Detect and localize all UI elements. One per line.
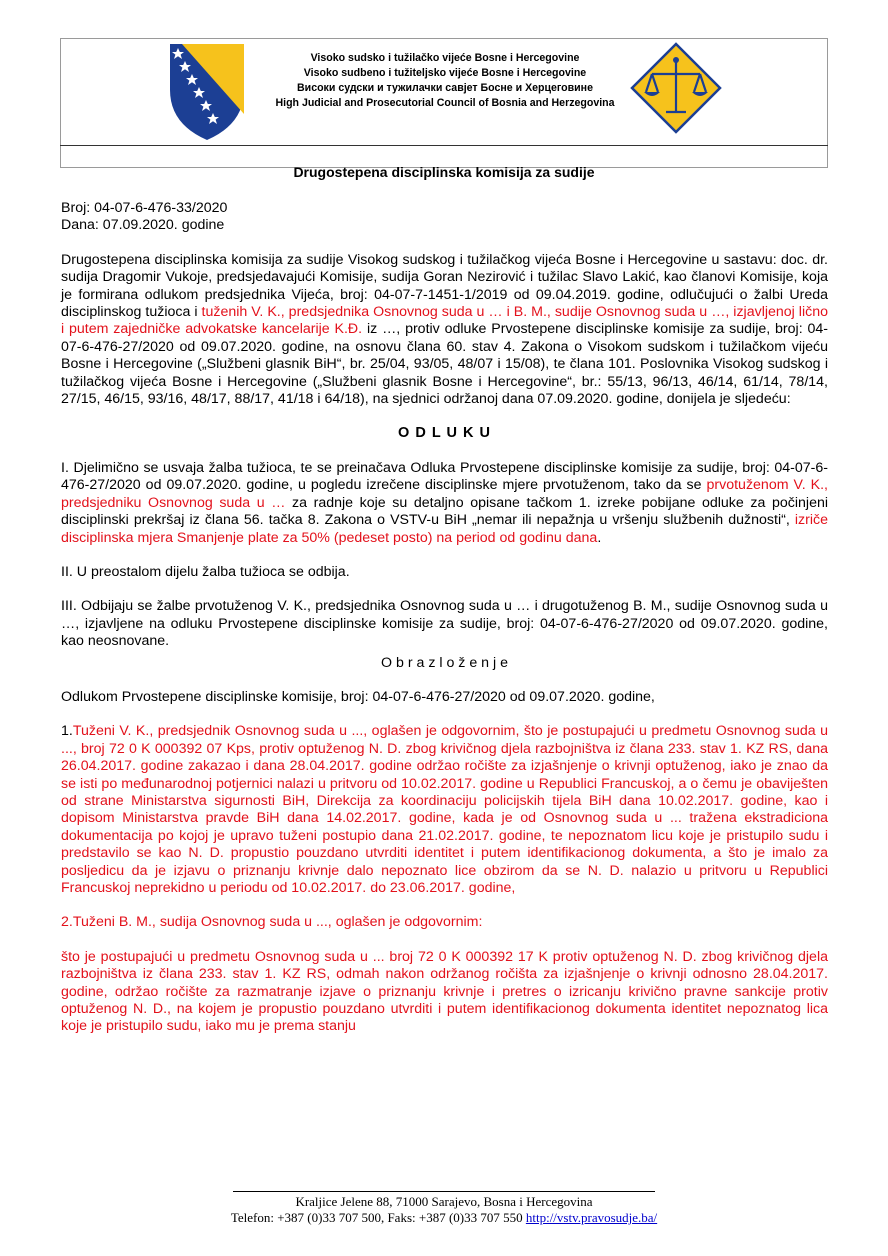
intro-text: iz …, protiv odluke Prvostepene disciplinske komisije za sudije, broj: 04-07-6-476-27/2020 od 09.07.2020. godine, na osnovu člana 60. stav 4. Zakona o Visokom sudskom i tužilačkom vijeću Bosne i Hercegovine („Službeni glasnik BiH“, br. 25/04, 93/05, 48/07 i 15/08), te člana 101. Poslovnika Visokog sudskog i tužilačkog vijeća Bosne i Hercegovine („Službeni glasnik Bosne i Hercegovine“, br.: 55/13, 96/13, 46/14, 61/14, 78/14, 27/15, 46/15, 93/16, 48/17, 88/17, 41/18 i 64/18), na sjednici održanoj dana 07.09.2020. godine, donijela je sljedeću: — [61, 321, 828, 408]
letterhead-line: Visoko sudsko i tužilačko vijeće Bosne i Hercegovine — [310, 52, 580, 64]
point1-red-text: izriče disciplinska mjera Smanjenje plate za 50% (pedeset posto) na period od godinu dana — [61, 512, 828, 546]
footer — [150, 1194, 738, 1226]
charge-1-text: Tuženi V. K., predsjednik Osnovnog suda u ..., oglašen je odgovornim, što je postupajući u predmetu Osnovnog suda u ..., broj 72 0 K 000392 07 Kps, protiv optuženog N. D. zbog krivičnog djela razbojništva iz člana 233. stav 1. KZ RS, dana 26.04.2017. godine zakazao i dana 28.04.2017. godine održao ročište za izjašnjenje o krivnji optuženog, iako je znao da se isti po međunarodnoj potjernici nalazi u pritvoru od 10.02.2017. godine u Republici Francuskoj, a o čemu je obaviješten od strane Ministarstva sigurnosti BiH, Direkcija za koordinaciju policijskih tijela BiH dana 10.02.2017. godine, kao i dopisom Ministarstva pravde BiH dana 14.02.2017. godine, kada je od Osnovnog suda u ... tražena ekstradiciona dokumentacija po kojoj je upravo tuženi postupio dana 21.02.2017. godine, te nepoznatom licu koje je pristupilo sudu i predstavilo se kao N. D. propustio pouzdano utvrditi identitet i putem identifikacionog dokumenta, a što je imalo za posljedicu da je izjavu o priznanju krivnje dalo nepoznato lice obzirom da se N. D. nalazio u pritvoru u Republici Francuskoj neprekidno u periodu od 10.02.2017. do 23.06.2017. godine, — [61, 723, 828, 896]
reasoning-heading: O b r a z l o ž e n j e — [381, 654, 508, 671]
intro-red-text: tuženih V. K., predsjednika Osnovnog suda u … i B. M., sudije Osnovnog suda u …, izjavljenoj lično i putem zajedničke advokatske kancelarije K.Đ. — [61, 304, 828, 338]
letterhead-title — [240, 51, 650, 111]
point1-text: za radnje koje su detaljno opisane tačkom 1. izreke pobijane odluke za počinjeni disciplinski prekršaj iz člana 56. tačka 8. Zakona o VSTV-u BiH „nemar ili nepažnja u vršenju službenih dužnosti“, — [61, 494, 828, 529]
intro-paragraph — [61, 252, 828, 409]
reasoning-intro: Odlukom Prvostepene disciplinske komisije, broj: 04-07-6-476-27/2020 od 09.07.2020. godine, — [61, 688, 655, 705]
point1-text: I. Djelimično se usvaja žalba tužioca, te se preinačava Odluka Prvostepene disciplinske komisije za sudije, broj: 04-07-6-476-27/2020 od 09.07.2020. godine, u pogledu izrečene disciplinske mjere prvotuženom, tako da se — [61, 459, 828, 494]
footer-divider — [233, 1191, 655, 1192]
bih-coat-of-arms-icon — [168, 42, 246, 147]
decision-point-3: III. Odbijaju se žalbe prvotuženog V. K., predsjednika Osnovnog suda u … i drugotuženog B. M., sudije Osnovnog suda u …, izjavljene na odluku Prvostepene disciplinske komisije za sudije, broj: 04-07-6-476-27/2020 od 09.07.2020. godine, kao neosnovane. — [61, 598, 828, 650]
charge-2-text: što je postupajući u predmetu Osnovnog suda u ... broj 72 0 K 000392 17 K protiv optuženog N. D. zbog krivičnog djela razbojništva iz člana 233. stav 1. KZ RS, odmah nakon održanog ročišta za izjašnjenje o krivnji odnosno 28.04.2017. godine, održao ročište za razmatranje izjave o priznanju krivnje i pretres o izricanju krivično pravne sankcije protiv optuženog N. D., na kojem je propustio pouzdano utvrditi i putem identifikacionog dokumenta identitet nepoznatog lica koje je pristupilo sudu, iako mu je prema stanju — [61, 948, 828, 1035]
point1-text: . — [597, 529, 602, 546]
charge-1 — [61, 723, 828, 897]
intro-text: Drugostepena disciplinska komisija za sudije Visokog sudskog i tužilačkog vijeća Bosne i Hercegovine u sastavu: doc. dr. sudija Dragomir Vukoje, predsjedavajući Komisije, sudija Goran Nezirović i tužilac Slavo Lakić, kao članovi Komisije, koja je formirana odlukom predsjednika Vijeća, broj: 04-07-7-1451-1/2019 od 09.04.2019. godine, odlučujući o žalbi Ureda disciplinskog tužioca i — [61, 251, 828, 321]
charge-1-number: 1. — [61, 723, 73, 740]
point1-red-text: prvotuženom V. K., predsjedniku Osnovnog suda u … — [61, 477, 828, 511]
charge-2-title: 2.Tuženi B. M., sudija Osnovnog suda u ..., oglašen je odgovornim: — [61, 914, 483, 931]
scales-of-justice-icon — [630, 42, 722, 139]
case-date: Dana: 07.09.2020. godine — [61, 217, 225, 234]
letterhead-line: Visoko sudbeno i tužiteljsko vijeće Bosne i Hercegovine — [303, 67, 587, 79]
website-link[interactable]: http://vstv.pravosudje.ba/ — [525, 1210, 658, 1225]
commission-title: Drugostepena disciplinska komisija za sudije — [293, 164, 595, 180]
letterhead-line: Високи судски и тужилачки савјет Босне и Херцеговине — [297, 82, 593, 94]
footer-contact — [150, 1210, 738, 1226]
decision-point-1 — [61, 460, 828, 547]
decision-heading: O D L U K U — [398, 425, 491, 442]
decision-point-2: II. U preostalom dijelu žalba tužioca se odbija. — [61, 563, 350, 580]
footer-phone: Telefon: +387 (0)33 707 500, Faks: +387 (0)33 707 550 — [230, 1210, 526, 1225]
case-number: Broj: 04-07-6-476-33/2020 — [61, 200, 228, 216]
document-body — [61, 200, 828, 1036]
footer-address: Kraljice Jelene 88, 71000 Sarajevo, Bosna i Hercegovina — [295, 1194, 593, 1209]
letterhead-line: High Judicial and Prosecutorial Council of Bosnia and Herzegovina — [275, 97, 615, 109]
